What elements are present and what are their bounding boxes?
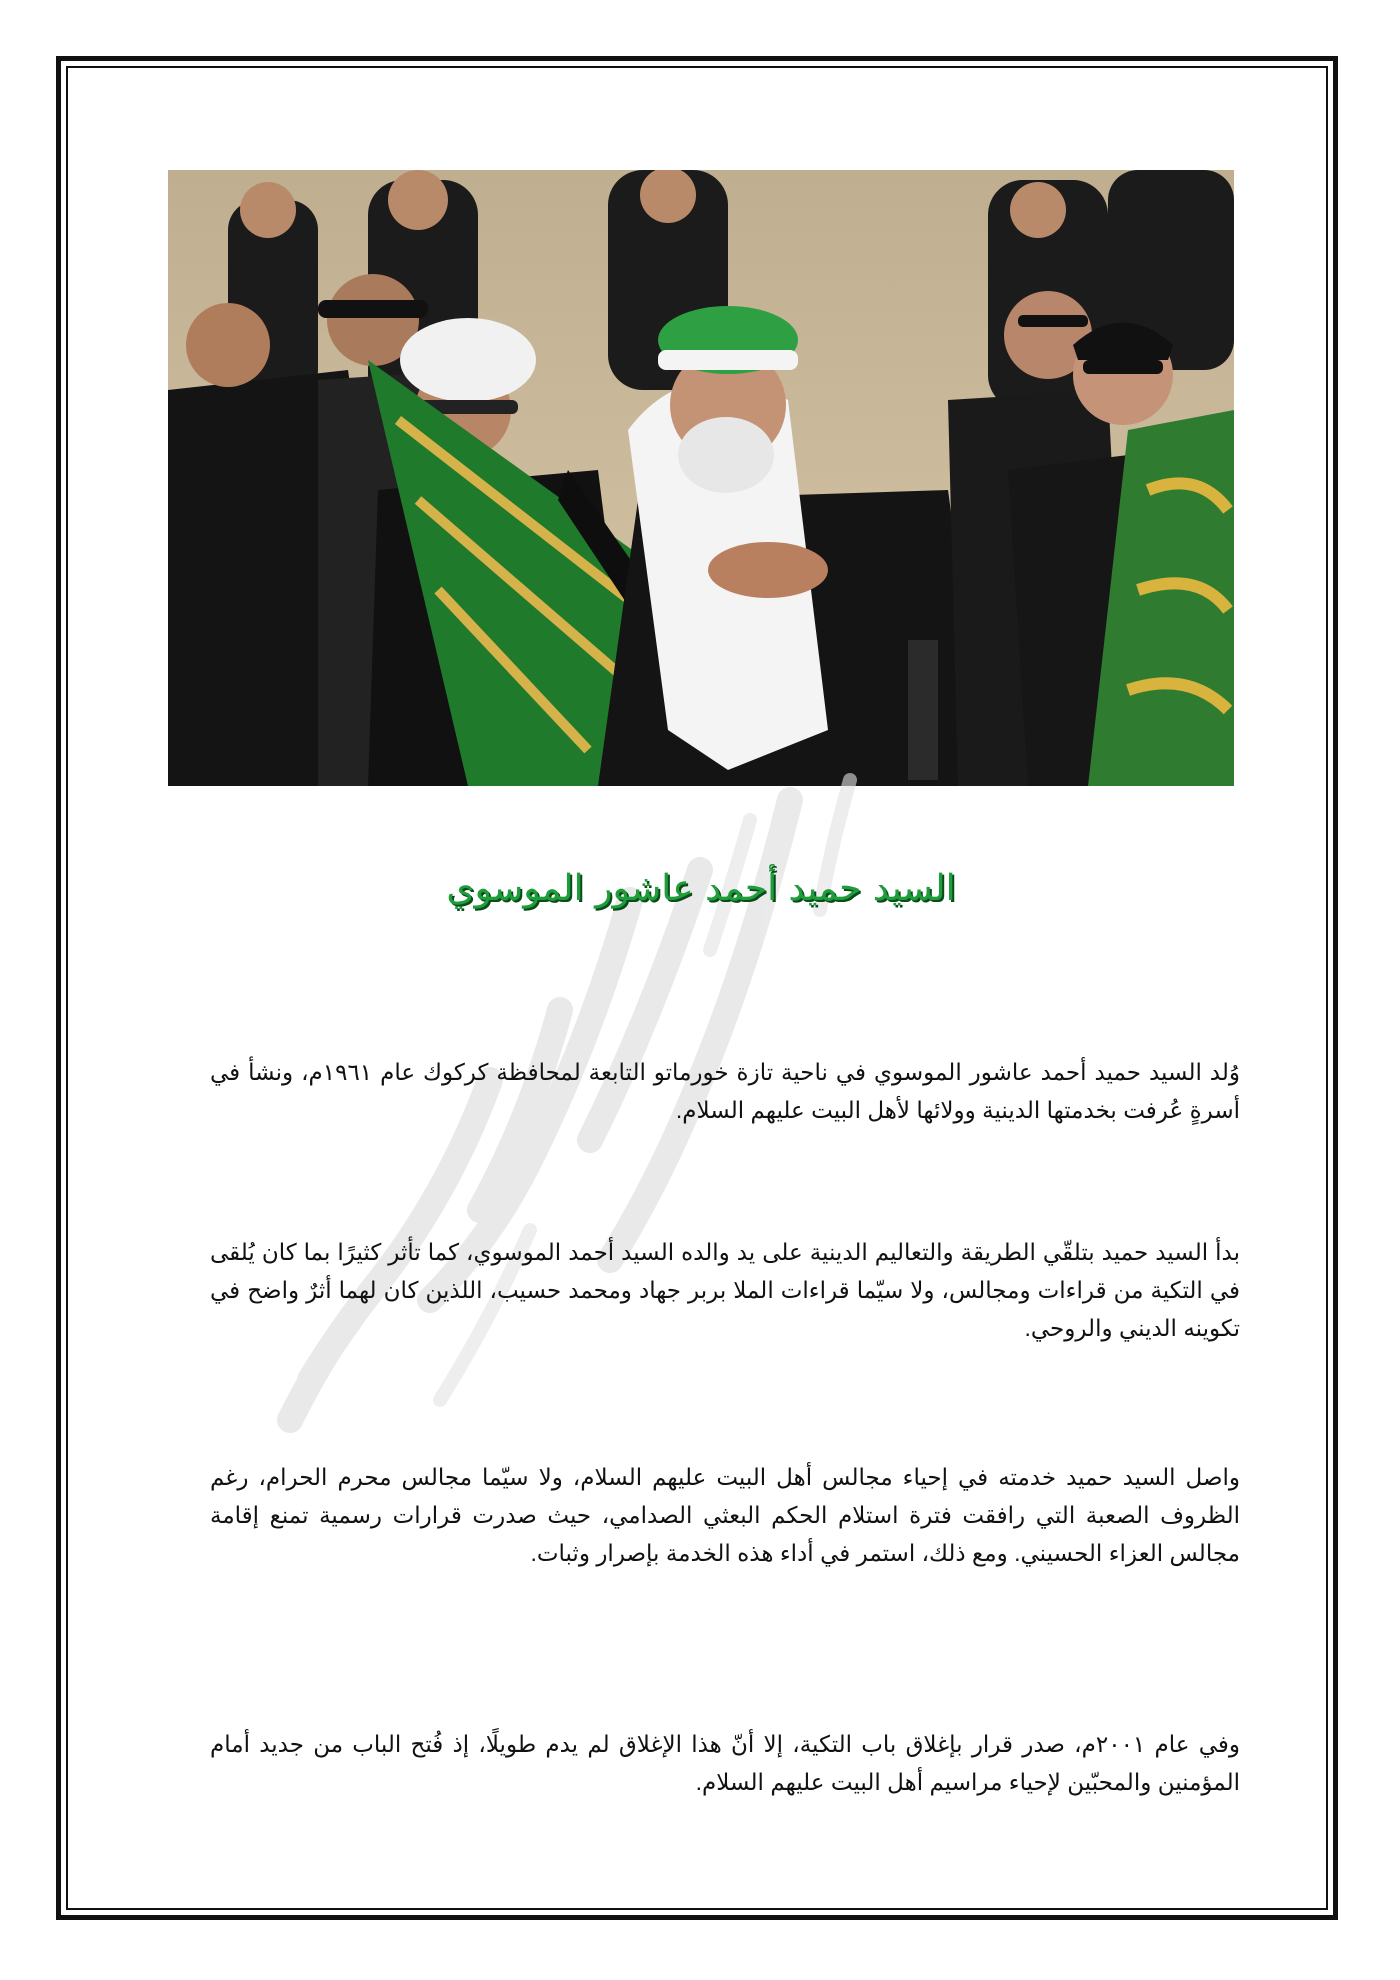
paragraph-1: وُلد السيد حميد أحمد عاشور الموسوي في ناحية تازة خورماتو التابعة لمحافظة كركوك عام ١٩٦١م، ونشأ في أسرةٍ عُرفت بخدمتها الدينية وولائها لأهل البيت عليهم السلام.: [210, 1059, 1240, 1123]
procession-photo: [168, 170, 1234, 786]
paragraph-2: بدأ السيد حميد بتلقّي الطريقة والتعاليم الدينية على يد والده السيد أحمد الموسوي، كما تأثر كثيرًا بما كان يُلقى في التكية من قراءات ومجالس، ولا سيّما قراءات الملا بربر جهاد ومحمد حسيب، اللذين كان لهما أثرٌ واضح في تكوينه الديني والروحي.: [210, 1239, 1240, 1341]
paragraph-3: واصل السيد حميد خدمته في إحياء مجالس أهل البيت عليهم السلام، ولا سيّما مجالس محرم الحرام، رغم الظروف الصعبة التي رافقت فترة استلام الحكم البعثي الصدامي، حيث صدرت قرارات رسمية تمنع إقامة مجالس العزاء الحسيني. ومع ذلك، استمر في أداء هذه الخدمة بإصرار وثبات.: [210, 1464, 1240, 1566]
paragraph-4: وفي عام ٢٠٠١م، صدر قرار بإغلاق باب التكية، إلا أنّ هذا الإغلاق لم يدم طويلًا، إذ فُتح الباب من جديد أمام المؤمنين والمحبّين لإحياء مراسيم أهل البيت عليهم السلام.: [210, 1731, 1241, 1795]
page-title: السيد حميد أحمد عاشور الموسوي: [446, 868, 956, 909]
